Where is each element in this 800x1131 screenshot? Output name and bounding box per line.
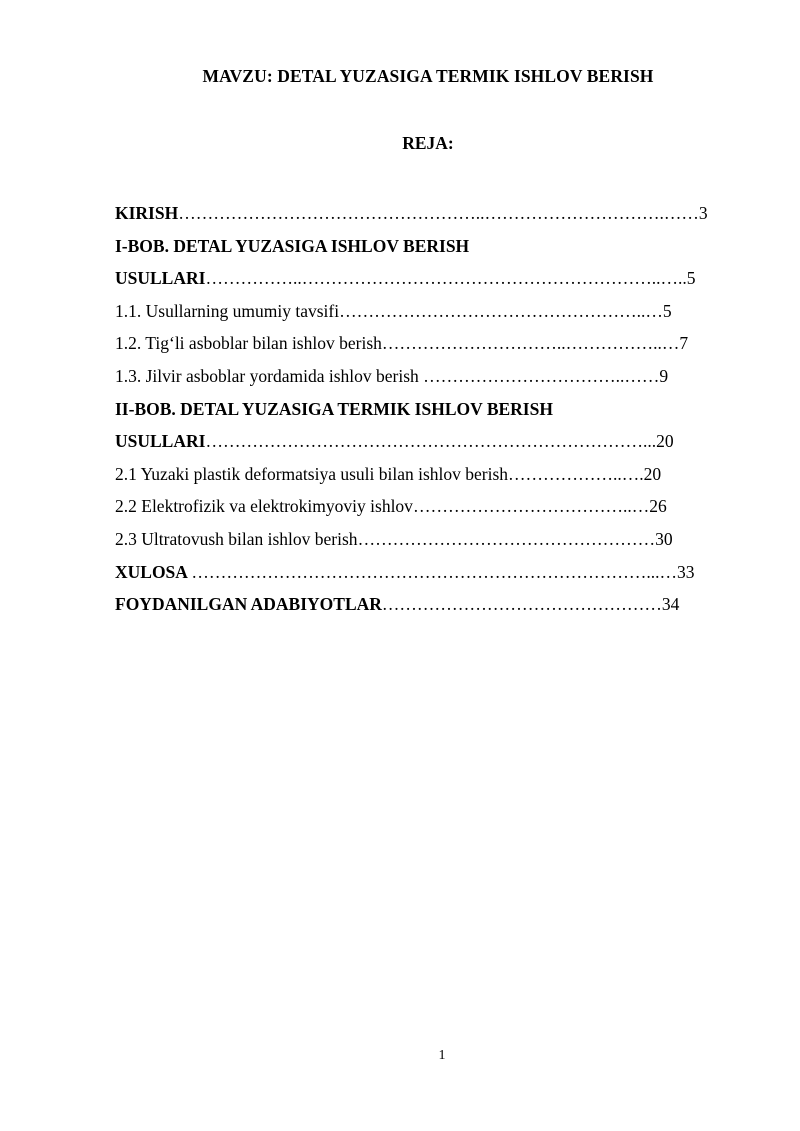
toc-entry-text: USULLARI [115, 431, 206, 452]
toc-entry-text: 1.2. Tig‘li asboblar bilan ishlov berish [115, 333, 382, 354]
toc-entry-text: 1.1. Usullarning umumiy tavsifi [115, 300, 340, 321]
toc-entry-2-2 [115, 490, 735, 523]
page-number: 1 [438, 1048, 446, 1063]
toc-page-number: 30 [655, 528, 673, 549]
toc-leader-dots: ……………………………..…… [423, 365, 660, 386]
plan-heading: REJA: [402, 133, 454, 153]
toc-entry-1-2 [115, 327, 735, 360]
toc-entry-text: 2.2 Elektrofizik va elektrokimyoviy ishlov [115, 496, 413, 517]
toc-entry-references [115, 588, 735, 621]
toc-leader-dots: ……………………………………………..… [339, 300, 663, 321]
toc-page-number: 20 [656, 431, 674, 452]
toc-page-number: 3 [698, 203, 708, 223]
toc-leader-dots: ……………………………………………………………………...… [191, 561, 677, 582]
toc-entry-text: II-BOB. DETAL YUZASIGA TERMIK ISHLOV BERISH [115, 398, 553, 419]
toc-entry-kirish [115, 197, 735, 230]
toc-page-number: 20 [643, 463, 662, 484]
toc-entry-2-3 [115, 523, 735, 556]
toc-entry-chapter-1 [115, 230, 735, 263]
toc-entry-chapter-1-cont [115, 262, 735, 295]
toc-entry-chapter-2 [115, 393, 735, 426]
toc-page-number: 34 [661, 594, 680, 615]
toc-entry-text: XULOSA [115, 561, 192, 582]
toc-leader-dots: ……………………………………………..………………………….…… [178, 203, 699, 223]
toc-page-number: 5 [662, 300, 672, 321]
toc-entry-text: USULLARI [115, 268, 206, 289]
toc-entry-2-1 [115, 458, 735, 491]
toc-leader-dots: ………………..…. [508, 463, 644, 484]
toc-entry-text: KIRISH [115, 203, 179, 223]
toc-entry-1-1 [115, 295, 735, 328]
toc-leader-dots: …………………………………………… [357, 528, 656, 549]
toc-entry-text: I-BOB. DETAL YUZASIGA ISHLOV BERISH [115, 235, 470, 256]
toc-entry-xulosa [115, 556, 735, 589]
toc-page-number: 9 [659, 365, 669, 386]
toc-leader-dots: ………………………………..… [412, 496, 650, 517]
toc-page-number: 26 [649, 496, 667, 517]
toc-page-number: 7 [679, 333, 689, 354]
toc-entry-1-3 [115, 360, 735, 393]
toc-entry-text: 2.3 Ultratovush bilan ishlov berish [115, 528, 358, 549]
table-of-contents [115, 197, 735, 621]
toc-entry-chapter-2-cont [115, 425, 735, 458]
document-title: MAVZU: DETAL YUZASIGA TERMIK ISHLOV BERISH [202, 66, 654, 86]
toc-entry-text: 2.1 Yuzaki plastik deformatsiya usuli bilan ishlov berish [115, 463, 509, 484]
toc-leader-dots: …………………………………………………………………... [205, 431, 657, 452]
toc-page-number: 33 [676, 561, 695, 582]
toc-entry-text: 1.3. Jilvir asboblar yordamida ishlov berish [115, 365, 424, 386]
toc-leader-dots: ………………………………………… [381, 594, 662, 615]
toc-leader-dots: …………………………..……………..… [381, 333, 680, 354]
toc-entry-text: FOYDANILGAN ADABIYOTLAR [115, 594, 382, 615]
toc-page-number: 5 [686, 268, 696, 289]
toc-leader-dots: ……………..……………………………………………………..….. [205, 268, 687, 289]
